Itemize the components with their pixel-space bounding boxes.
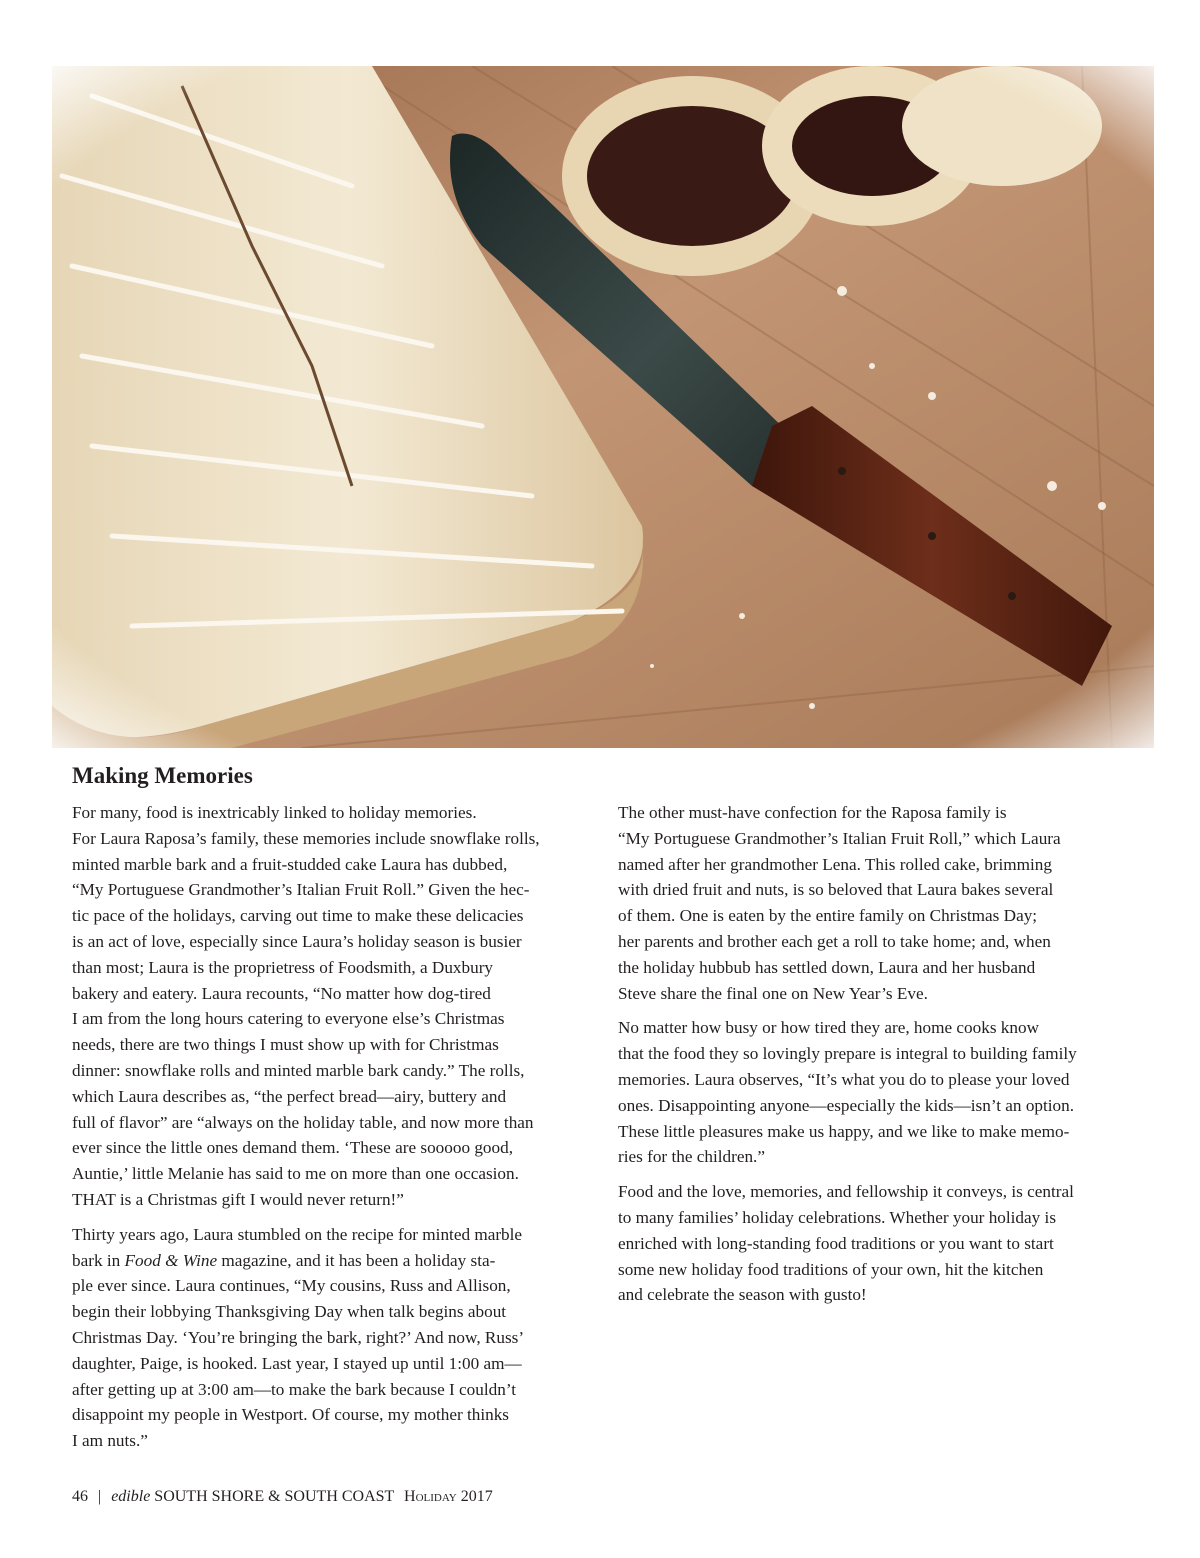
text-line: tic pace of the holidays, carving out time to make these delicacies — [72, 906, 524, 926]
text-line: after getting up at 3:00 am—to make the bark because I couldn’t — [72, 1379, 517, 1399]
text-line: of them. One is eaten by the entire family on Christmas Day; — [618, 906, 1038, 926]
issue-label: Holiday 2017 — [404, 1488, 493, 1505]
magazine-name: SOUTH SHORE & SOUTH COAST — [154, 1488, 395, 1505]
text-run: bark in — [72, 1250, 125, 1270]
text-line: Christmas Day. ‘You’re bringing the bark, right?’ And now, Russ’ — [72, 1327, 525, 1347]
paragraph — [618, 1015, 1128, 1170]
text-line: and celebrate the season with gusto! — [618, 1285, 867, 1305]
paragraph — [618, 800, 1128, 1006]
text-line: ones. Disappointing anyone—especially the kids—isn’t an option. — [618, 1095, 1075, 1115]
text-line: bakery and eatery. Laura recounts, “No matter how dog-tired — [72, 983, 491, 1003]
text-line: Food and the love, memories, and fellowship it conveys, is central — [618, 1182, 1074, 1202]
text-line: than most; Laura is the proprietress of Foodsmith, a Duxbury — [72, 957, 494, 977]
text-line: memories. Laura observes, “It’s what you do to please your loved — [618, 1069, 1070, 1089]
text-line: with dried fruit and nuts, is so beloved that Laura bakes several — [618, 880, 1054, 900]
text-line: named after her grandmother Lena. This rolled cake, brimming — [618, 854, 1052, 874]
right-column — [618, 800, 1128, 1317]
text-line: disappoint my people in Westport. Of course, my mother thinks — [72, 1405, 509, 1425]
text-line: I am from the long hours catering to everyone else’s Christmas — [72, 1009, 505, 1029]
text-line: ple ever since. Laura continues, “My cousins, Russ and Allison, — [72, 1276, 511, 1296]
paragraph — [618, 1179, 1128, 1308]
paragraph — [72, 800, 584, 1213]
text-line: Thirty years ago, Laura stumbled on the recipe for minted marble — [72, 1224, 523, 1244]
text-line: her parents and brother each get a roll to take home; and, when — [618, 931, 1051, 951]
text-line: Auntie,’ little Melanie has said to me on more than one occasion. — [72, 1164, 519, 1184]
text-line: Steve share the final one on New Year’s Eve. — [618, 983, 928, 1003]
paragraph — [72, 1222, 584, 1454]
text-line: to many families’ holiday celebrations. Whether your holiday is — [618, 1207, 1057, 1227]
hero-photo — [52, 66, 1154, 748]
text-line: I am nuts.” — [72, 1431, 148, 1451]
text-line: that the food they so lovingly prepare is integral to building family — [618, 1044, 1077, 1064]
magazine-name-italic: edible — [111, 1488, 151, 1505]
article-heading: Making Memories — [72, 763, 253, 788]
footer-separator: | — [98, 1488, 102, 1505]
page-number: 46 — [72, 1488, 88, 1505]
text-line: needs, there are two things I must show up with for Christmas — [72, 1035, 499, 1055]
left-column — [72, 800, 584, 1463]
text-line: the holiday hubbub has settled down, Laura and her husband — [618, 957, 1036, 977]
text-line: dinner: snowflake rolls and minted marble bark candy.” The rolls, — [72, 1060, 525, 1080]
text-line: is an act of love, especially since Laura’s holiday season is busier — [72, 931, 522, 951]
magazine-title: Food & Wine — [124, 1250, 218, 1270]
text-line: For Laura Raposa’s family, these memories include snowflake rolls, — [72, 828, 540, 848]
text-line: some new holiday food traditions of your own, hit the kitchen — [618, 1259, 1044, 1279]
text-line — [72, 1248, 584, 1274]
text-line: ever since the little ones demand them. ‘These are sooooo good, — [72, 1138, 514, 1158]
text-line: For many, food is inextricably linked to holiday memories. — [72, 803, 477, 822]
page-footer — [72, 1486, 493, 1508]
text-line: These little pleasures make us happy, and we like to make memo- — [618, 1121, 1070, 1141]
text-line: The other must-have confection for the Raposa family is — [618, 803, 1007, 822]
text-line: “My Portuguese Grandmother’s Italian Fruit Roll.” Given the hec- — [72, 880, 530, 900]
text-line: which Laura describes as, “the perfect bread—airy, buttery and — [72, 1086, 507, 1106]
text-line: daughter, Paige, is hooked. Last year, I stayed up until 1:00 am— — [72, 1353, 522, 1373]
text-line: ries for the children.” — [618, 1147, 765, 1167]
text-line: THAT is a Christmas gift I would never return!” — [72, 1189, 404, 1209]
text-line: “My Portuguese Grandmother’s Italian Fruit Roll,” which Laura — [618, 828, 1061, 848]
text-line: enriched with long-standing food traditions or you want to start — [618, 1233, 1054, 1253]
text-run: magazine, and it has been a holiday sta- — [217, 1250, 496, 1270]
text-line: begin their lobbying Thanksgiving Day when talk begins about — [72, 1302, 507, 1322]
text-line: minted marble bark and a fruit-studded cake Laura has dubbed, — [72, 854, 508, 874]
text-line: No matter how busy or how tired they are, home cooks know — [618, 1018, 1040, 1038]
text-line: full of flavor” are “always on the holiday table, and now more than — [72, 1112, 534, 1132]
